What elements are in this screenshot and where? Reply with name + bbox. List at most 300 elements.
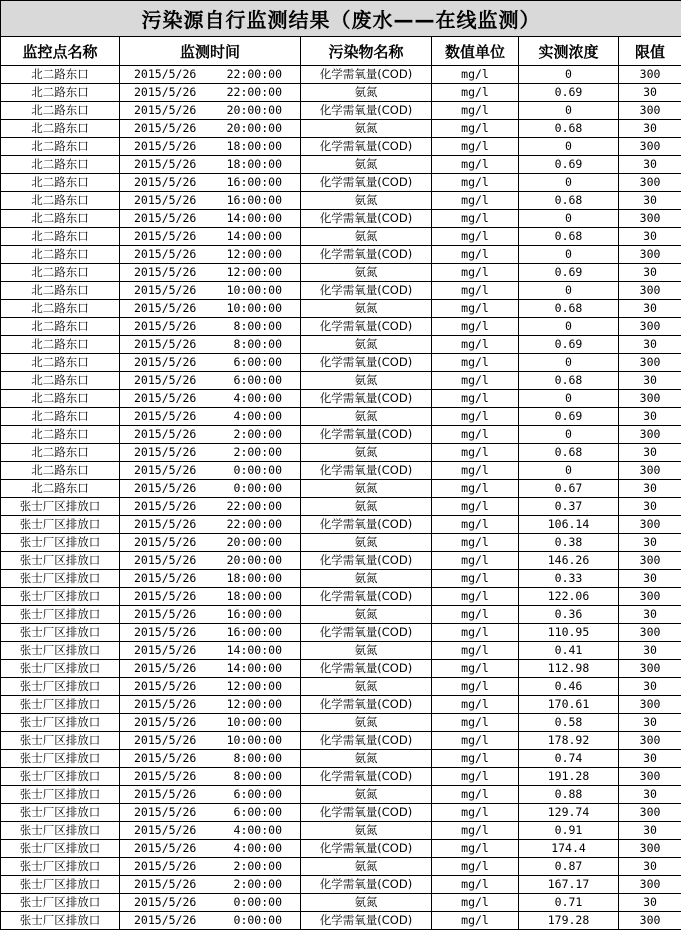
unit-cell: mg/l xyxy=(432,120,519,138)
value-cell: 0.58 xyxy=(519,714,619,732)
time-cell xyxy=(120,318,301,336)
site-cell: 北二路东口 xyxy=(1,426,120,444)
limit-cell: 300 xyxy=(619,102,681,120)
time-text: 12:00:00 xyxy=(226,679,282,693)
unit-cell: mg/l xyxy=(432,228,519,246)
limit-cell: 30 xyxy=(619,408,681,426)
time-text: 22:00:00 xyxy=(226,67,282,81)
date-text: 2015/5/26 xyxy=(134,841,197,855)
time-cell xyxy=(120,498,301,516)
table-row xyxy=(1,516,681,534)
unit-cell: mg/l xyxy=(432,480,519,498)
table-row xyxy=(1,210,681,228)
limit-cell: 30 xyxy=(619,678,681,696)
time-wrap xyxy=(120,840,300,857)
time-wrap xyxy=(120,174,300,191)
table-title: 污染源自行监测结果（废水——在线监测） xyxy=(1,1,681,37)
time-text: 18:00:00 xyxy=(226,571,282,585)
value-cell: 112.98 xyxy=(519,660,619,678)
value-cell: 0.71 xyxy=(519,894,619,912)
table-row xyxy=(1,192,681,210)
date-text: 2015/5/26 xyxy=(134,103,197,117)
time-cell xyxy=(120,912,301,930)
unit-cell: mg/l xyxy=(432,390,519,408)
time-wrap xyxy=(120,480,300,497)
date-text: 2015/5/26 xyxy=(134,733,197,747)
time-wrap xyxy=(120,444,300,461)
table-row xyxy=(1,912,681,930)
time-wrap xyxy=(120,516,300,533)
limit-cell: 30 xyxy=(619,336,681,354)
limit-cell: 30 xyxy=(619,570,681,588)
unit-cell: mg/l xyxy=(432,354,519,372)
time-text: 8:00:00 xyxy=(233,751,282,765)
time-wrap xyxy=(120,120,300,137)
time-text: 6:00:00 xyxy=(233,805,282,819)
value-cell: 179.28 xyxy=(519,912,619,930)
table-row xyxy=(1,840,681,858)
time-wrap xyxy=(120,732,300,749)
value-cell: 0.36 xyxy=(519,606,619,624)
date-text: 2015/5/26 xyxy=(134,301,197,315)
limit-cell: 300 xyxy=(619,426,681,444)
date-text: 2015/5/26 xyxy=(134,175,197,189)
limit-cell: 300 xyxy=(619,390,681,408)
time-text: 0:00:00 xyxy=(233,895,282,909)
value-cell: 0 xyxy=(519,462,619,480)
pollutant-cell: 氨氮 xyxy=(301,714,432,732)
time-text: 10:00:00 xyxy=(226,283,282,297)
unit-cell: mg/l xyxy=(432,606,519,624)
value-cell: 0 xyxy=(519,282,619,300)
value-cell: 106.14 xyxy=(519,516,619,534)
site-cell: 北二路东口 xyxy=(1,282,120,300)
unit-cell: mg/l xyxy=(432,516,519,534)
limit-cell: 30 xyxy=(619,714,681,732)
unit-cell: mg/l xyxy=(432,678,519,696)
time-wrap xyxy=(120,624,300,641)
time-wrap xyxy=(120,408,300,425)
value-cell: 0.69 xyxy=(519,84,619,102)
limit-cell: 30 xyxy=(619,84,681,102)
unit-cell: mg/l xyxy=(432,768,519,786)
value-cell: 170.61 xyxy=(519,696,619,714)
unit-cell: mg/l xyxy=(432,336,519,354)
unit-cell: mg/l xyxy=(432,426,519,444)
site-cell: 张士厂区排放口 xyxy=(1,606,120,624)
table-row xyxy=(1,102,681,120)
date-text: 2015/5/26 xyxy=(134,913,197,927)
time-cell xyxy=(120,696,301,714)
time-text: 14:00:00 xyxy=(226,229,282,243)
table-row xyxy=(1,408,681,426)
table-row xyxy=(1,606,681,624)
unit-cell: mg/l xyxy=(432,318,519,336)
table-row xyxy=(1,768,681,786)
time-wrap xyxy=(120,102,300,119)
time-cell xyxy=(120,228,301,246)
site-cell: 张士厂区排放口 xyxy=(1,552,120,570)
table-row xyxy=(1,480,681,498)
time-wrap xyxy=(120,390,300,407)
unit-cell: mg/l xyxy=(432,66,519,84)
limit-cell: 300 xyxy=(619,804,681,822)
time-wrap xyxy=(120,66,300,83)
pollutant-cell: 氨氮 xyxy=(301,444,432,462)
site-cell: 张士厂区排放口 xyxy=(1,822,120,840)
limit-cell: 300 xyxy=(619,66,681,84)
table-row xyxy=(1,714,681,732)
table-row xyxy=(1,750,681,768)
limit-cell: 300 xyxy=(619,246,681,264)
unit-cell: mg/l xyxy=(432,264,519,282)
table-row xyxy=(1,318,681,336)
table-row xyxy=(1,156,681,174)
time-wrap xyxy=(120,606,300,623)
time-wrap xyxy=(120,246,300,263)
time-cell xyxy=(120,768,301,786)
site-cell: 北二路东口 xyxy=(1,318,120,336)
table-row xyxy=(1,66,681,84)
table-row xyxy=(1,786,681,804)
limit-cell: 300 xyxy=(619,516,681,534)
table-row xyxy=(1,876,681,894)
header-site: 监控点名称 xyxy=(1,37,120,66)
time-text: 4:00:00 xyxy=(233,823,282,837)
pollutant-cell: 化学需氧量(COD) xyxy=(301,624,432,642)
date-text: 2015/5/26 xyxy=(134,355,197,369)
pollutant-cell: 氨氮 xyxy=(301,84,432,102)
time-wrap xyxy=(120,858,300,875)
time-cell xyxy=(120,894,301,912)
value-cell: 0 xyxy=(519,174,619,192)
pollutant-cell: 化学需氧量(COD) xyxy=(301,138,432,156)
value-cell: 0 xyxy=(519,246,619,264)
pollutant-cell: 化学需氧量(COD) xyxy=(301,66,432,84)
time-text: 14:00:00 xyxy=(226,661,282,675)
time-wrap xyxy=(120,786,300,803)
time-cell xyxy=(120,642,301,660)
pollutant-cell: 氨氮 xyxy=(301,786,432,804)
pollutant-cell: 化学需氧量(COD) xyxy=(301,210,432,228)
time-wrap xyxy=(120,336,300,353)
pollutant-cell: 氨氮 xyxy=(301,534,432,552)
site-cell: 张士厂区排放口 xyxy=(1,786,120,804)
pollutant-cell: 氨氮 xyxy=(301,120,432,138)
site-cell: 张士厂区排放口 xyxy=(1,858,120,876)
site-cell: 北二路东口 xyxy=(1,444,120,462)
time-text: 0:00:00 xyxy=(233,481,282,495)
site-cell: 张士厂区排放口 xyxy=(1,714,120,732)
limit-cell: 30 xyxy=(619,750,681,768)
time-text: 20:00:00 xyxy=(226,103,282,117)
time-wrap xyxy=(120,462,300,479)
limit-cell: 300 xyxy=(619,552,681,570)
pollutant-cell: 氨氮 xyxy=(301,300,432,318)
date-text: 2015/5/26 xyxy=(134,769,197,783)
site-cell: 北二路东口 xyxy=(1,462,120,480)
date-text: 2015/5/26 xyxy=(134,427,197,441)
site-cell: 北二路东口 xyxy=(1,210,120,228)
value-cell: 0.87 xyxy=(519,858,619,876)
site-cell: 张士厂区排放口 xyxy=(1,660,120,678)
site-cell: 北二路东口 xyxy=(1,408,120,426)
date-text: 2015/5/26 xyxy=(134,391,197,405)
date-text: 2015/5/26 xyxy=(134,589,197,603)
table-row xyxy=(1,138,681,156)
site-cell: 张士厂区排放口 xyxy=(1,534,120,552)
unit-cell: mg/l xyxy=(432,840,519,858)
date-text: 2015/5/26 xyxy=(134,661,197,675)
time-wrap xyxy=(120,282,300,299)
pollutant-cell: 氨氮 xyxy=(301,642,432,660)
unit-cell: mg/l xyxy=(432,408,519,426)
limit-cell: 30 xyxy=(619,822,681,840)
time-wrap xyxy=(120,138,300,155)
unit-cell: mg/l xyxy=(432,822,519,840)
time-cell xyxy=(120,462,301,480)
value-cell: 0.69 xyxy=(519,408,619,426)
unit-cell: mg/l xyxy=(432,534,519,552)
date-text: 2015/5/26 xyxy=(134,319,197,333)
time-cell xyxy=(120,354,301,372)
table-row xyxy=(1,246,681,264)
time-cell xyxy=(120,840,301,858)
time-cell xyxy=(120,174,301,192)
site-cell: 北二路东口 xyxy=(1,480,120,498)
date-text: 2015/5/26 xyxy=(134,409,197,423)
time-text: 0:00:00 xyxy=(233,463,282,477)
pollutant-cell: 氨氮 xyxy=(301,228,432,246)
pollutant-cell: 化学需氧量(COD) xyxy=(301,390,432,408)
date-text: 2015/5/26 xyxy=(134,265,197,279)
table-row xyxy=(1,570,681,588)
value-cell: 167.17 xyxy=(519,876,619,894)
unit-cell: mg/l xyxy=(432,192,519,210)
time-cell xyxy=(120,606,301,624)
time-cell xyxy=(120,300,301,318)
value-cell: 146.26 xyxy=(519,552,619,570)
site-cell: 北二路东口 xyxy=(1,264,120,282)
unit-cell: mg/l xyxy=(432,462,519,480)
time-text: 16:00:00 xyxy=(226,607,282,621)
time-text: 6:00:00 xyxy=(233,787,282,801)
unit-cell: mg/l xyxy=(432,372,519,390)
time-wrap xyxy=(120,750,300,767)
pollutant-cell: 化学需氧量(COD) xyxy=(301,876,432,894)
time-cell xyxy=(120,822,301,840)
time-text: 22:00:00 xyxy=(226,517,282,531)
time-cell xyxy=(120,390,301,408)
value-cell: 0 xyxy=(519,318,619,336)
pollutant-cell: 氨氮 xyxy=(301,498,432,516)
limit-cell: 30 xyxy=(619,786,681,804)
time-wrap xyxy=(120,426,300,443)
time-text: 18:00:00 xyxy=(226,589,282,603)
unit-cell: mg/l xyxy=(432,444,519,462)
unit-cell: mg/l xyxy=(432,498,519,516)
time-text: 4:00:00 xyxy=(233,409,282,423)
pollutant-cell: 氨氮 xyxy=(301,606,432,624)
header-row xyxy=(1,37,681,66)
limit-cell: 300 xyxy=(619,732,681,750)
time-wrap xyxy=(120,534,300,551)
date-text: 2015/5/26 xyxy=(134,679,197,693)
table-row xyxy=(1,228,681,246)
pollutant-cell: 化学需氧量(COD) xyxy=(301,354,432,372)
table-row xyxy=(1,642,681,660)
time-text: 2:00:00 xyxy=(233,427,282,441)
time-text: 20:00:00 xyxy=(226,535,282,549)
unit-cell: mg/l xyxy=(432,552,519,570)
limit-cell: 30 xyxy=(619,894,681,912)
limit-cell: 300 xyxy=(619,768,681,786)
limit-cell: 300 xyxy=(619,588,681,606)
time-cell xyxy=(120,678,301,696)
site-cell: 北二路东口 xyxy=(1,300,120,318)
limit-cell: 30 xyxy=(619,372,681,390)
date-text: 2015/5/26 xyxy=(134,193,197,207)
site-cell: 张士厂区排放口 xyxy=(1,624,120,642)
date-text: 2015/5/26 xyxy=(134,805,197,819)
time-cell xyxy=(120,804,301,822)
unit-cell: mg/l xyxy=(432,732,519,750)
limit-cell: 300 xyxy=(619,624,681,642)
pollutant-cell: 氨氮 xyxy=(301,480,432,498)
date-text: 2015/5/26 xyxy=(134,229,197,243)
pollutant-cell: 氨氮 xyxy=(301,858,432,876)
time-text: 4:00:00 xyxy=(233,391,282,405)
pollutant-cell: 氨氮 xyxy=(301,156,432,174)
limit-cell: 30 xyxy=(619,228,681,246)
unit-cell: mg/l xyxy=(432,876,519,894)
table-row xyxy=(1,264,681,282)
date-text: 2015/5/26 xyxy=(134,895,197,909)
table-row xyxy=(1,354,681,372)
time-text: 16:00:00 xyxy=(226,175,282,189)
site-cell: 北二路东口 xyxy=(1,102,120,120)
pollutant-cell: 化学需氧量(COD) xyxy=(301,660,432,678)
header-value: 实测浓度 xyxy=(519,37,619,66)
site-cell: 北二路东口 xyxy=(1,156,120,174)
site-cell: 北二路东口 xyxy=(1,336,120,354)
time-text: 4:00:00 xyxy=(233,841,282,855)
site-cell: 张士厂区排放口 xyxy=(1,732,120,750)
header-unit: 数值单位 xyxy=(432,37,519,66)
table-row xyxy=(1,372,681,390)
site-cell: 北二路东口 xyxy=(1,120,120,138)
time-wrap xyxy=(120,318,300,335)
time-wrap xyxy=(120,372,300,389)
time-cell xyxy=(120,426,301,444)
site-cell: 张士厂区排放口 xyxy=(1,678,120,696)
date-text: 2015/5/26 xyxy=(134,157,197,171)
time-cell xyxy=(120,102,301,120)
table-row xyxy=(1,552,681,570)
pollutant-cell: 氨氮 xyxy=(301,372,432,390)
site-cell: 北二路东口 xyxy=(1,246,120,264)
unit-cell: mg/l xyxy=(432,804,519,822)
pollutant-cell: 化学需氧量(COD) xyxy=(301,102,432,120)
limit-cell: 300 xyxy=(619,282,681,300)
value-cell: 0.91 xyxy=(519,822,619,840)
value-cell: 0.68 xyxy=(519,300,619,318)
pollutant-cell: 化学需氧量(COD) xyxy=(301,516,432,534)
pollutant-cell: 化学需氧量(COD) xyxy=(301,804,432,822)
time-text: 16:00:00 xyxy=(226,625,282,639)
unit-cell: mg/l xyxy=(432,156,519,174)
time-cell xyxy=(120,246,301,264)
table-row xyxy=(1,336,681,354)
time-text: 10:00:00 xyxy=(226,733,282,747)
value-cell: 122.06 xyxy=(519,588,619,606)
time-cell xyxy=(120,120,301,138)
value-cell: 0 xyxy=(519,390,619,408)
time-text: 14:00:00 xyxy=(226,643,282,657)
unit-cell: mg/l xyxy=(432,858,519,876)
time-text: 2:00:00 xyxy=(233,445,282,459)
pollutant-cell: 化学需氧量(COD) xyxy=(301,912,432,930)
limit-cell: 30 xyxy=(619,534,681,552)
limit-cell: 30 xyxy=(619,120,681,138)
unit-cell: mg/l xyxy=(432,174,519,192)
table-row xyxy=(1,282,681,300)
site-cell: 张士厂区排放口 xyxy=(1,840,120,858)
table-row xyxy=(1,804,681,822)
limit-cell: 300 xyxy=(619,660,681,678)
time-cell xyxy=(120,138,301,156)
date-text: 2015/5/26 xyxy=(134,211,197,225)
date-text: 2015/5/26 xyxy=(134,715,197,729)
time-cell xyxy=(120,516,301,534)
site-cell: 北二路东口 xyxy=(1,228,120,246)
value-cell: 0.69 xyxy=(519,336,619,354)
site-cell: 张士厂区排放口 xyxy=(1,588,120,606)
time-text: 22:00:00 xyxy=(226,85,282,99)
time-cell xyxy=(120,156,301,174)
value-cell: 0.67 xyxy=(519,480,619,498)
value-cell: 0 xyxy=(519,66,619,84)
table-row xyxy=(1,588,681,606)
value-cell: 0.68 xyxy=(519,228,619,246)
date-text: 2015/5/26 xyxy=(134,607,197,621)
time-wrap xyxy=(120,570,300,587)
limit-cell: 30 xyxy=(619,156,681,174)
time-cell xyxy=(120,282,301,300)
site-cell: 张士厂区排放口 xyxy=(1,894,120,912)
limit-cell: 30 xyxy=(619,192,681,210)
pollutant-cell: 化学需氧量(COD) xyxy=(301,246,432,264)
time-cell xyxy=(120,552,301,570)
value-cell: 191.28 xyxy=(519,768,619,786)
site-cell: 北二路东口 xyxy=(1,372,120,390)
value-cell: 174.4 xyxy=(519,840,619,858)
value-cell: 0 xyxy=(519,138,619,156)
table-body xyxy=(1,66,681,930)
site-cell: 北二路东口 xyxy=(1,84,120,102)
time-cell xyxy=(120,372,301,390)
time-wrap xyxy=(120,912,300,929)
header-pollutant: 污染物名称 xyxy=(301,37,432,66)
limit-cell: 300 xyxy=(619,174,681,192)
time-wrap xyxy=(120,696,300,713)
limit-cell: 30 xyxy=(619,444,681,462)
table-row xyxy=(1,300,681,318)
date-text: 2015/5/26 xyxy=(134,877,197,891)
table-row xyxy=(1,390,681,408)
unit-cell: mg/l xyxy=(432,894,519,912)
pollutant-cell: 化学需氧量(COD) xyxy=(301,768,432,786)
